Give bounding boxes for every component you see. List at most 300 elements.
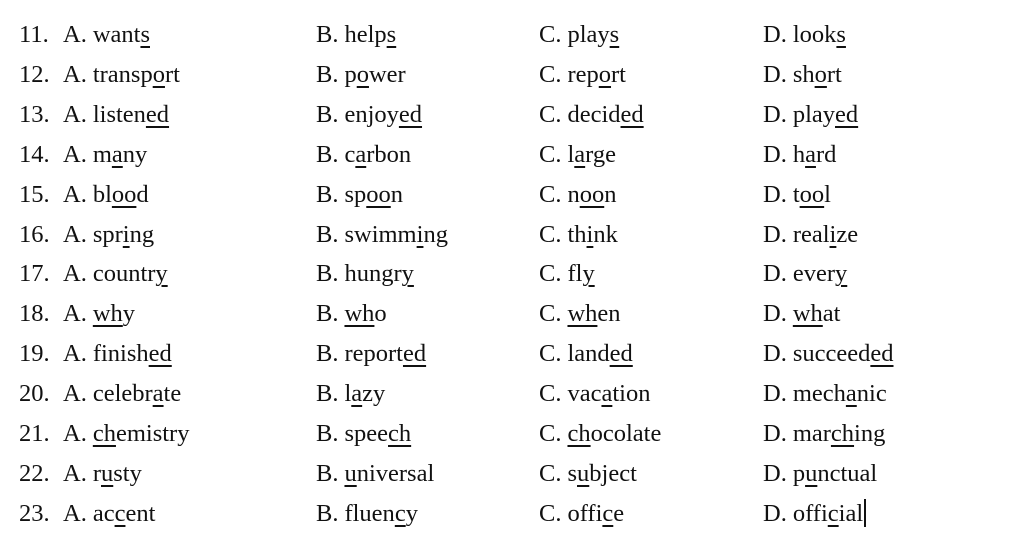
word-part: ever (792, 260, 835, 288)
option-a (63, 254, 168, 294)
option-a (63, 374, 181, 414)
word-part: rt (826, 60, 842, 88)
option-a (63, 95, 169, 135)
option-word (93, 380, 181, 407)
option-letter: A. (63, 60, 87, 88)
option-c (539, 15, 619, 55)
word-part: l (824, 180, 831, 208)
option-word (344, 61, 405, 88)
option-c (539, 334, 633, 374)
word-part: nic (856, 380, 887, 408)
word-part: real (792, 220, 830, 248)
option-letter: D. (763, 100, 787, 128)
option-word (344, 221, 447, 248)
word-part: vac (567, 380, 602, 408)
option-word (793, 420, 886, 447)
question-row (0, 374, 1024, 414)
option-word (93, 101, 169, 128)
underlined-sound: ch (567, 420, 591, 447)
option-letter: D. (763, 420, 787, 447)
option-letter: A. (63, 499, 87, 527)
option-word (793, 221, 858, 248)
word-part: ac (92, 499, 115, 527)
option-word (344, 141, 411, 168)
question-number: 19. (19, 340, 50, 368)
word-part: ng (423, 220, 448, 248)
option-b (316, 95, 422, 135)
option-word (567, 260, 594, 287)
option-letter: A. (63, 340, 87, 368)
option-letter: A. (63, 300, 87, 328)
word-part: n (604, 180, 617, 208)
option-word (567, 500, 624, 527)
option-word (93, 340, 172, 367)
option-letter: B. (316, 260, 339, 288)
underlined-sound: o (152, 60, 165, 88)
option-word (344, 500, 417, 527)
option-letter: D. (763, 60, 787, 88)
option-word (344, 340, 426, 367)
word-part: enjoy (344, 100, 399, 128)
underlined-sound: s (140, 21, 150, 48)
word-part: finish (92, 340, 149, 368)
word-part: mar (792, 420, 831, 447)
option-letter: A. (63, 100, 87, 128)
underlined-sound: ed (620, 100, 644, 128)
underlined-sound: o (814, 60, 827, 88)
word-part: rbon (366, 140, 412, 168)
option-word (93, 420, 190, 447)
option-word (93, 21, 150, 48)
word-part: o (374, 300, 387, 328)
word-part: countr (92, 260, 156, 288)
underlined-sound: c (602, 499, 614, 527)
word-part: e (613, 499, 625, 527)
option-b (316, 374, 385, 414)
option-b (316, 254, 414, 294)
question-row (0, 334, 1024, 374)
underlined-sound: a (845, 380, 857, 408)
option-letter: D. (763, 499, 787, 527)
word-part: want (92, 21, 141, 48)
underlined-sound: wh (792, 300, 823, 328)
underlined-sound: y (155, 260, 168, 288)
underlined-sound: oo (111, 180, 137, 208)
word-part: t (792, 180, 800, 208)
option-word (793, 101, 858, 128)
option-letter: D. (763, 180, 787, 208)
option-word (567, 21, 619, 48)
question-row (0, 95, 1024, 135)
option-d (763, 454, 877, 494)
underlined-sound: s (386, 21, 397, 48)
question-number: 23. (19, 499, 50, 527)
underlined-sound: s (609, 21, 620, 48)
option-word (344, 101, 422, 128)
word-part: ze (836, 220, 859, 248)
option-letter: D. (763, 300, 787, 328)
option-a (63, 215, 154, 255)
question-row (0, 215, 1024, 255)
option-word (567, 101, 643, 128)
underlined-sound: ed (402, 340, 427, 368)
underlined-sound: oo (799, 180, 825, 208)
option-letter: D. (763, 340, 787, 368)
underlined-sound: y (835, 260, 848, 288)
option-letter: A. (63, 21, 87, 48)
option-letter: D. (763, 459, 787, 487)
option-word (793, 181, 831, 208)
text-cursor (864, 499, 866, 527)
underlined-sound: a (351, 380, 363, 408)
word-part: c (344, 140, 356, 168)
underlined-sound: u (577, 459, 590, 487)
question-row (0, 414, 1024, 454)
option-letter: B. (316, 420, 339, 447)
underlined-sound: u (344, 459, 357, 487)
option-word (93, 300, 135, 327)
underlined-sound: wh (92, 300, 123, 328)
option-letter: B. (316, 499, 339, 527)
question-row (0, 294, 1024, 334)
question-number: 14. (19, 140, 50, 168)
option-word (93, 181, 149, 208)
word-part: play (567, 21, 610, 48)
option-d (763, 215, 858, 255)
word-part: wer (368, 60, 406, 88)
word-part: decid (567, 100, 621, 128)
question-number: 22. (19, 459, 50, 487)
word-part: th (567, 220, 587, 248)
option-letter: C. (539, 260, 562, 288)
word-part: ial (838, 499, 864, 527)
option-a (63, 15, 150, 55)
option-word (793, 141, 837, 168)
option-d (763, 95, 858, 135)
word-part: l (344, 380, 352, 408)
underlined-sound: a (601, 380, 613, 408)
option-letter: B. (316, 180, 339, 208)
word-part: offi (792, 499, 828, 527)
option-word (793, 260, 847, 287)
option-c (539, 175, 616, 215)
word-part: y (405, 499, 418, 527)
option-word (793, 61, 842, 88)
question-number: 16. (19, 220, 50, 248)
word-part: offi (567, 499, 603, 527)
word-part: m (92, 140, 112, 168)
word-part: at (822, 300, 841, 328)
underlined-sound: u (101, 459, 114, 487)
option-c (539, 254, 595, 294)
option-c (539, 95, 644, 135)
word-part: fl (567, 260, 583, 288)
word-part: ny (122, 140, 148, 168)
option-letter: D. (763, 260, 787, 288)
word-part: emistry (115, 420, 190, 447)
option-letter: A. (63, 260, 87, 288)
option-d (763, 135, 836, 175)
word-part: spee (344, 420, 389, 447)
underlined-sound: i (829, 220, 837, 248)
option-word (344, 380, 385, 407)
underlined-sound: ed (148, 340, 172, 368)
option-letter: C. (539, 140, 562, 168)
word-part: help (344, 21, 387, 48)
underlined-sound: c (114, 499, 126, 527)
option-letter: B. (316, 340, 339, 368)
option-letter: C. (539, 180, 562, 208)
question-number: 20. (19, 380, 50, 408)
option-c (539, 494, 624, 534)
option-a (63, 175, 149, 215)
option-b (316, 454, 434, 494)
underlined-sound: a (111, 140, 123, 168)
underlined-sound: oo (366, 180, 391, 208)
option-b (316, 414, 411, 454)
word-part: play (792, 100, 836, 128)
underlined-sound: c (394, 499, 406, 527)
option-c (539, 414, 661, 454)
option-letter: A. (63, 380, 87, 408)
option-letter: C. (539, 499, 562, 527)
option-d (763, 175, 831, 215)
option-d (763, 374, 887, 414)
word-part: rd (815, 140, 837, 168)
word-part: rge (585, 140, 616, 168)
underlined-sound: a (152, 380, 164, 408)
word-part: report (344, 340, 403, 368)
word-part: en (597, 300, 621, 328)
underlined-sound: i (416, 220, 424, 248)
word-part: ng (129, 220, 155, 248)
option-word (93, 500, 156, 527)
option-letter: D. (763, 21, 787, 48)
option-d (763, 55, 842, 95)
word-part: sty (113, 459, 142, 487)
option-b (316, 215, 448, 255)
option-b (316, 294, 387, 334)
word-part: s (567, 459, 578, 487)
option-word (93, 460, 142, 487)
word-part: nctual (817, 459, 878, 487)
option-a (63, 494, 155, 534)
underlined-sound: s (836, 21, 846, 48)
underlined-sound: a (355, 140, 367, 168)
option-letter: B. (316, 459, 339, 487)
option-a (63, 334, 172, 374)
option-word (567, 181, 616, 208)
word-part: nk (593, 220, 618, 248)
question-row (0, 454, 1024, 494)
underlined-sound: u (805, 459, 818, 487)
option-word (793, 300, 841, 327)
underlined-sound: o (356, 60, 369, 88)
word-part: celebr (92, 380, 153, 408)
option-word (344, 21, 396, 48)
option-letter: D. (763, 140, 787, 168)
option-d (763, 414, 885, 454)
option-word (567, 380, 650, 407)
underlined-sound: y (401, 260, 414, 288)
word-part: ing (854, 420, 886, 447)
option-a (63, 454, 142, 494)
option-b (316, 15, 396, 55)
option-word (567, 61, 626, 88)
option-word (344, 300, 386, 327)
option-a (63, 294, 135, 334)
word-part: rep (567, 60, 599, 88)
question-row (0, 55, 1024, 95)
option-letter: C. (539, 340, 562, 368)
word-part: sp (344, 180, 367, 208)
word-part: ocolate (590, 420, 662, 447)
option-letter: A. (63, 220, 87, 248)
option-b (316, 334, 426, 374)
word-part: n (567, 180, 580, 208)
word-part: rt (611, 60, 626, 88)
word-part: look (792, 21, 837, 48)
underlined-sound: ed (835, 100, 859, 128)
underlined-sound: ed (398, 100, 423, 128)
option-word (93, 221, 154, 248)
option-letter: B. (316, 220, 339, 248)
option-letter: B. (316, 140, 339, 168)
option-letter: C. (539, 100, 562, 128)
option-d (763, 494, 866, 534)
option-d (763, 334, 894, 374)
word-part: land (567, 340, 610, 368)
option-word (793, 460, 877, 487)
option-word (567, 460, 636, 487)
option-letter: D. (763, 380, 787, 408)
underlined-sound: ed (870, 340, 894, 368)
question-number: 11. (19, 21, 49, 48)
word-part: p (792, 459, 806, 487)
word-part: tion (612, 380, 651, 408)
option-c (539, 374, 650, 414)
option-b (316, 494, 418, 534)
question-row (0, 135, 1024, 175)
word-part: h (792, 140, 806, 168)
option-word (793, 21, 846, 48)
option-letter: A. (63, 459, 87, 487)
underlined-sound: i (122, 220, 130, 248)
option-letter: B. (316, 60, 339, 88)
option-letter: B. (316, 380, 339, 408)
option-word (567, 221, 617, 248)
underlined-sound: o (598, 60, 612, 88)
underlined-sound: ch (388, 420, 412, 447)
option-d (763, 15, 846, 55)
question-number: 21. (19, 420, 50, 447)
underlined-sound: c (827, 499, 839, 527)
word-part: succeed (792, 340, 871, 368)
underlined-sound: y (582, 260, 595, 288)
word-part: sh (792, 60, 815, 88)
option-c (539, 215, 618, 255)
word-part: rt (164, 60, 180, 88)
question-row (0, 254, 1024, 294)
option-letter: A. (63, 180, 87, 208)
option-letter: C. (539, 60, 562, 88)
underlined-sound: ch (830, 420, 855, 447)
word-part: p (344, 60, 357, 88)
word-part: d (136, 180, 149, 208)
option-d (763, 254, 847, 294)
option-a (63, 135, 147, 175)
underlined-sound: a (574, 140, 586, 168)
option-word (93, 260, 168, 287)
option-a (63, 55, 180, 95)
option-c (539, 454, 637, 494)
option-word (793, 340, 894, 367)
option-letter: C. (539, 459, 562, 487)
option-letter: A. (63, 140, 87, 168)
option-word (344, 260, 413, 287)
word-part: l (567, 140, 575, 168)
word-part: r (92, 459, 101, 487)
option-c (539, 294, 621, 334)
option-word (344, 460, 434, 487)
option-word (567, 141, 616, 168)
option-letter: C. (539, 220, 562, 248)
word-part: n (390, 180, 404, 208)
question-number: 13. (19, 100, 50, 128)
option-letter: D. (763, 220, 787, 248)
underlined-sound: a (805, 140, 816, 168)
option-word (344, 181, 403, 208)
option-letter: B. (316, 21, 339, 48)
word-part: y (122, 300, 136, 328)
option-a (63, 414, 189, 454)
option-letter: C. (539, 21, 562, 48)
question-row (0, 15, 1024, 55)
word-part: listen (92, 100, 146, 128)
underlined-sound: ch (92, 420, 116, 447)
underlined-sound: i (586, 220, 594, 248)
option-c (539, 55, 626, 95)
word-part: zy (362, 380, 386, 408)
option-word (567, 340, 632, 367)
question-number: 15. (19, 180, 50, 208)
word-part: ent (125, 499, 156, 527)
option-word (567, 420, 661, 447)
underlined-sound: ed (145, 100, 170, 128)
question-number: 17. (19, 260, 50, 288)
word-part: mech (792, 380, 846, 408)
option-word (93, 141, 147, 168)
word-part: hungr (344, 260, 402, 288)
option-word (344, 420, 411, 447)
option-d (763, 294, 840, 334)
question-number: 12. (19, 60, 50, 88)
word-part: swimm (344, 220, 417, 248)
option-b (316, 135, 411, 175)
word-part: transp (92, 60, 153, 88)
option-word (793, 380, 887, 407)
word-part: te (163, 380, 182, 408)
option-letter: C. (539, 380, 562, 408)
option-word (793, 500, 863, 527)
option-letter: B. (316, 100, 339, 128)
word-part: spr (92, 220, 123, 248)
option-letter: C. (539, 420, 562, 447)
option-word (93, 61, 180, 88)
option-letter: A. (63, 420, 87, 447)
word-part: bl (92, 180, 112, 208)
option-b (316, 55, 406, 95)
